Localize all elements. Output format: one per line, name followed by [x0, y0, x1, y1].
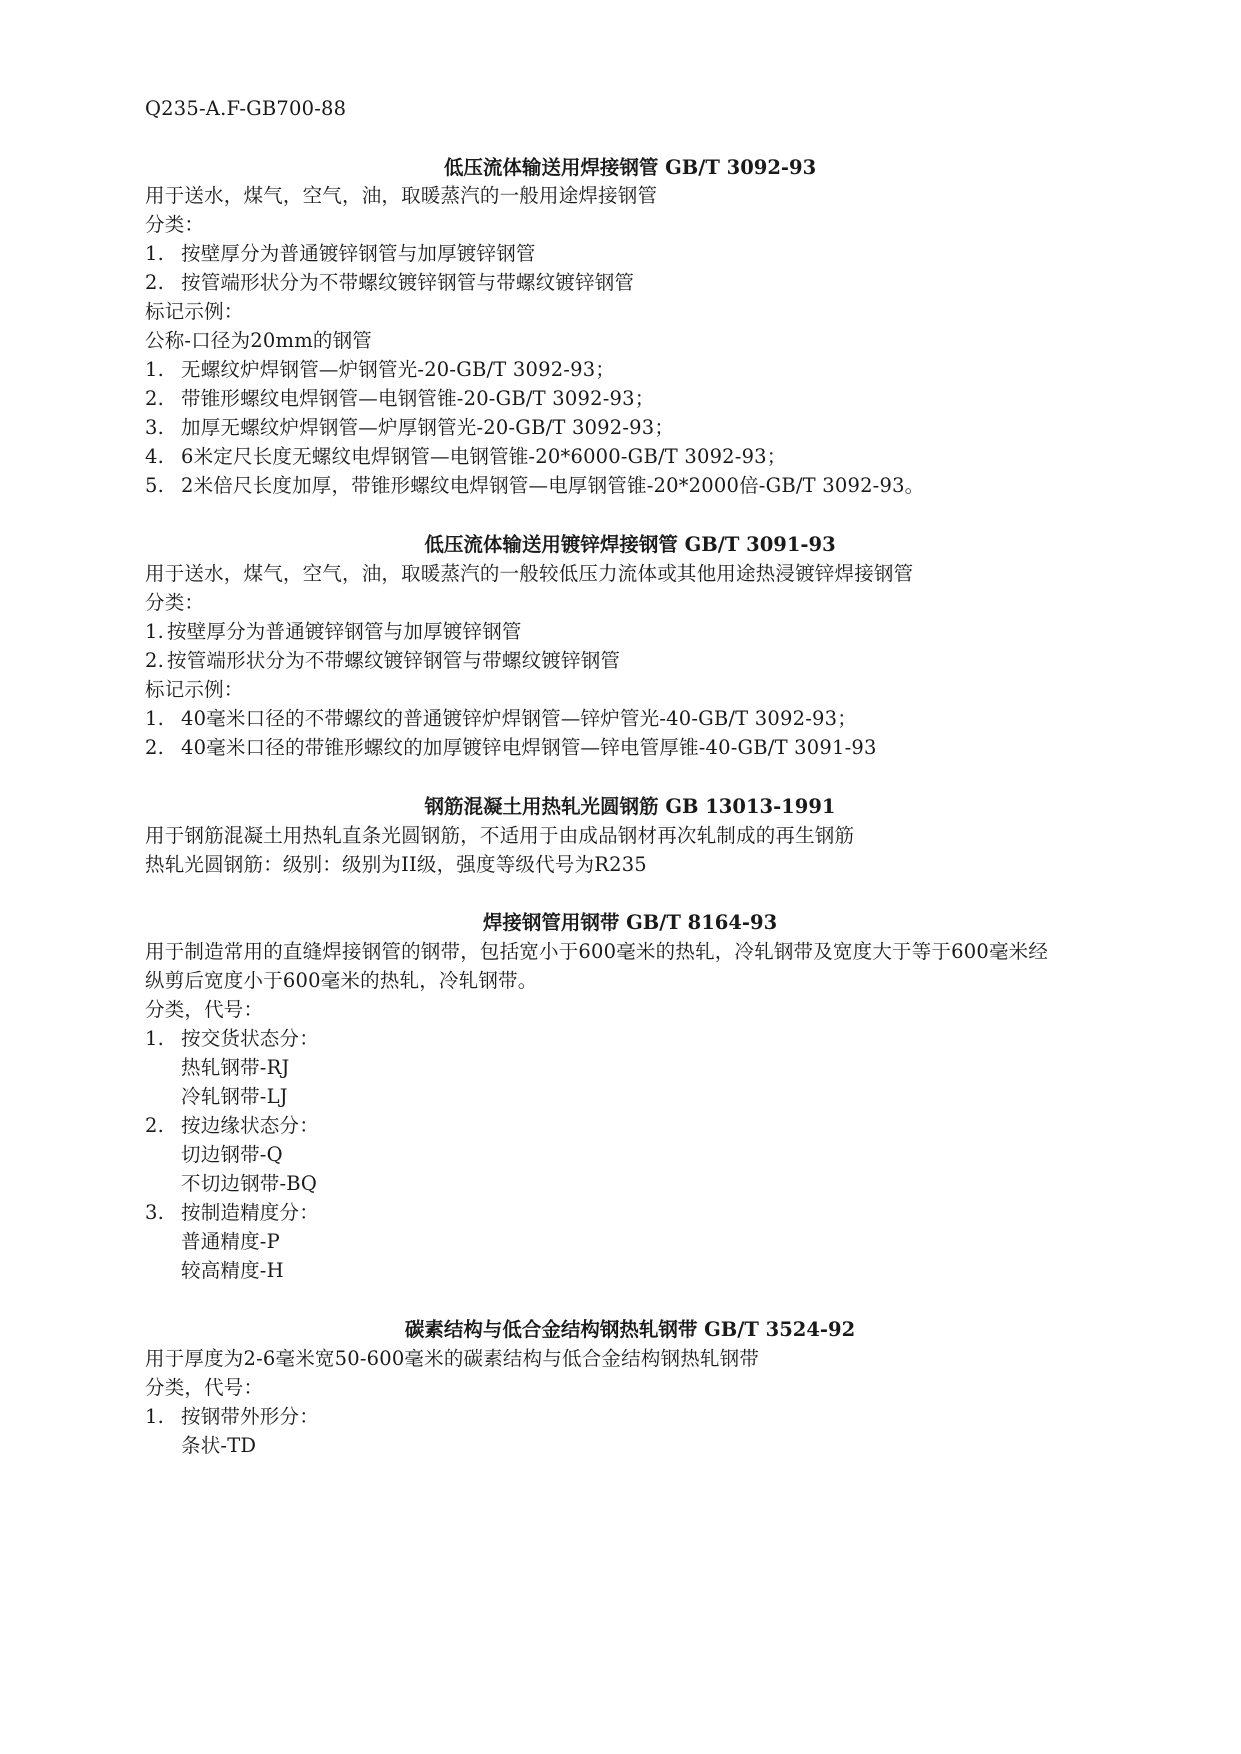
list-item: [145, 1026, 319, 1052]
list-item: [145, 619, 522, 645]
list-text: 按管端形状分为不带螺纹镀锌钢管与带螺纹镀锌钢管: [181, 271, 635, 294]
list-text: 按制造精度分：: [181, 1201, 319, 1224]
sub-item: 冷轧钢带-LJ: [181, 1085, 288, 1108]
list-number: 2.: [145, 1114, 165, 1137]
list-number: 5.: [145, 474, 165, 497]
list-text: 加厚无螺纹炉焊钢管—炉厚钢管光-20-GB/T 3092-93；: [181, 416, 675, 439]
sub-item: 切边钢带-Q: [181, 1143, 283, 1166]
list-number: 1.: [145, 1405, 165, 1428]
list-number: 4.: [145, 445, 165, 468]
sub-item: 热轧钢带-RJ: [181, 1056, 290, 1079]
section-title-gbt3091: 低压流体输送用镀锌焊接钢管 GB/T 3091-93: [424, 533, 836, 556]
sub-item: 不切边钢带-BQ: [181, 1172, 318, 1195]
list-item: [145, 444, 786, 470]
section-title-gbt3524: 碳素结构与低合金结构钢热轧钢带 GB/T 3524-92: [404, 1318, 856, 1341]
list-text: 按边缘状态分：: [181, 1114, 319, 1137]
list-text: 带锥形螺纹电焊钢管—电钢管锥-20-GB/T 3092-93；: [181, 387, 655, 410]
list-item: [145, 241, 536, 267]
list-text: 2米倍尺长度加厚，带锥形螺纹电焊钢管—电厚钢管锥-20*2000倍-GB/T 3092-93。: [181, 474, 925, 497]
section-description: 用于钢筋混凝土用热轧直条光圆钢筋，不适用于由成品钢材再次轧制成的再生钢筋: [145, 824, 855, 847]
list-number: 1.: [145, 620, 165, 643]
list-item: [145, 706, 857, 732]
list-item: [145, 270, 634, 296]
section-description: 用于制造常用的直缝焊接钢管的钢带，包括宽小于600毫米的热轧，冷轧钢带及宽度大于等于600毫米经: [145, 940, 1049, 963]
list-item: [145, 648, 620, 674]
list-number: 2.: [145, 649, 165, 672]
section-description: 用于厚度为2-6毫米宽50-600毫米的碳素结构与低合金结构钢热轧钢带: [145, 1347, 760, 1370]
marking-example-label: 标记示例：: [145, 300, 244, 323]
marking-example-label: 标记示例：: [145, 678, 244, 701]
list-item: [145, 473, 924, 499]
section-description: 用于送水，煤气，空气，油，取暖蒸汽的一般较低压力流体或其他用途热浸镀锌焊接钢管: [145, 562, 914, 585]
section-title-gb13013: 钢筋混凝土用热轧光圆钢筋 GB 13013-1991: [424, 795, 836, 818]
section-description: 用于送水，煤气，空气，油，取暖蒸汽的一般用途焊接钢管: [145, 184, 658, 207]
list-text: 按壁厚分为普通镀锌钢管与加厚镀锌钢管: [181, 242, 536, 265]
list-text: 按交货状态分：: [181, 1027, 319, 1050]
section-title-gbt3092: 低压流体输送用焊接钢管 GB/T 3092-93: [443, 156, 817, 179]
classification-label: 分类：: [145, 213, 205, 236]
list-number: 1.: [145, 358, 165, 381]
list-text: 按壁厚分为普通镀锌钢管与加厚镀锌钢管: [167, 620, 522, 643]
list-number: 1.: [145, 707, 165, 730]
list-number: 1.: [145, 1027, 165, 1050]
section-description-continued: 纵剪后宽度小于600毫米的热轧，冷轧钢带。: [145, 969, 538, 992]
classification-label: 分类，代号：: [145, 1376, 264, 1399]
list-text: 40毫米口径的带锥形螺纹的加厚镀锌电焊钢管—锌电管厚锥-40-GB/T 3091-93: [181, 736, 877, 759]
list-text: 6米定尺长度无螺纹电焊钢管—电钢管锥-20*6000-GB/T 3092-93；: [181, 445, 787, 468]
top-code: Q235-A.F-GB700-88: [145, 97, 347, 120]
section-title-gbt8164: 焊接钢管用钢带 GB/T 8164-93: [482, 911, 778, 934]
list-item: [145, 357, 615, 383]
list-text: 按钢带外形分：: [181, 1405, 319, 1428]
list-number: 3.: [145, 1201, 165, 1224]
list-item: [145, 735, 877, 761]
list-text: 40毫米口径的不带螺纹的普通镀锌炉焊钢管—锌炉管光-40-GB/T 3092-93；: [181, 707, 857, 730]
list-item: [145, 1113, 319, 1139]
marking-intro: 公称-口径为20mm的钢管: [145, 329, 372, 352]
list-number: 3.: [145, 416, 165, 439]
list-item: [145, 1200, 319, 1226]
list-item: [145, 386, 654, 412]
list-text: 无螺纹炉焊钢管—炉钢管光-20-GB/T 3092-93；: [181, 358, 616, 381]
list-number: 2.: [145, 387, 165, 410]
grade-info: 热轧光圆钢筋：级别：级别为II级，强度等级代号为R235: [145, 853, 647, 876]
sub-item: 普通精度-P: [181, 1230, 280, 1253]
list-number: 2.: [145, 271, 165, 294]
list-number: 2.: [145, 736, 165, 759]
sub-item: 条状-TD: [181, 1434, 257, 1457]
classification-label: 分类，代号：: [145, 998, 264, 1021]
list-item: [145, 415, 674, 441]
list-text: 按管端形状分为不带螺纹镀锌钢管与带螺纹镀锌钢管: [167, 649, 621, 672]
list-item: [145, 1404, 319, 1430]
list-number: 1.: [145, 242, 165, 265]
sub-item: 较高精度-H: [181, 1259, 284, 1282]
classification-label: 分类：: [145, 591, 205, 614]
